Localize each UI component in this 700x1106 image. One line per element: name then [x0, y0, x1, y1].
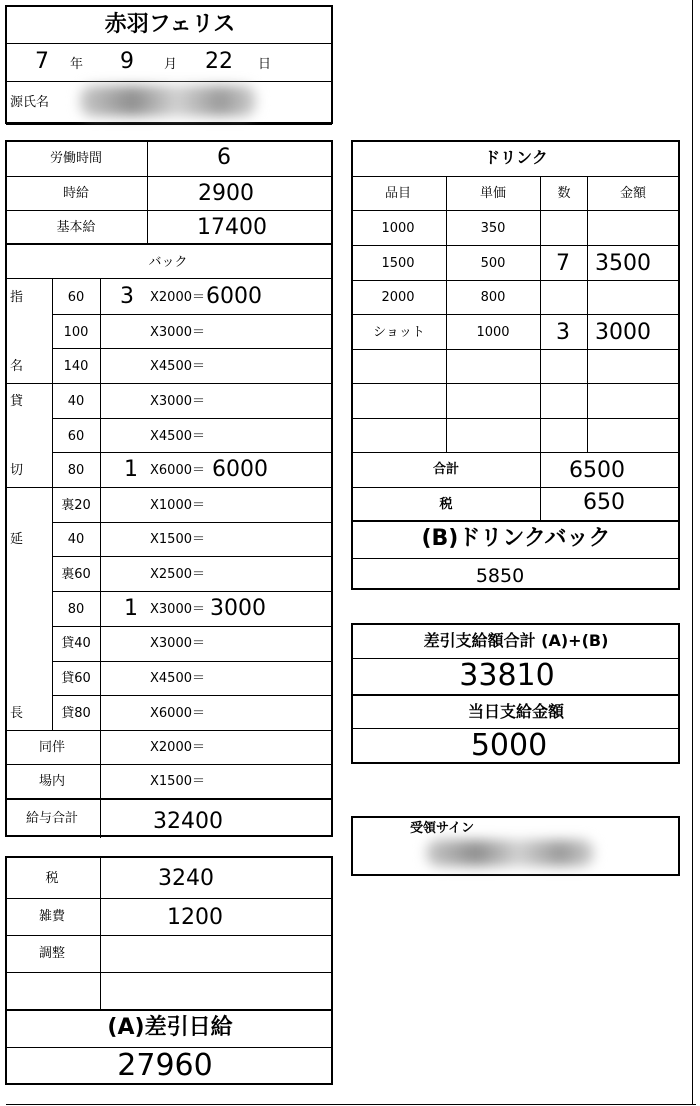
drink-title: ドリンク: [484, 148, 548, 167]
hours-value: 6: [217, 145, 231, 170]
drink-price: 800: [480, 290, 506, 305]
drink-table: [351, 140, 680, 590]
kashikiri-duration: 60: [67, 429, 85, 444]
misc-label: 雑費: [38, 909, 66, 924]
store-name: 赤羽フェリス: [104, 12, 236, 37]
jounai-rate: X1500＝: [150, 774, 205, 789]
net-total-value: 33810: [459, 658, 555, 693]
kashikiri-amount: 6000: [212, 457, 268, 482]
kashikiri-rate: X6000＝: [150, 463, 205, 478]
date-year: 7: [35, 49, 49, 74]
kashikiri-count: 1: [124, 457, 138, 482]
drink-item: ショット: [373, 325, 425, 340]
douhan-rate: X2000＝: [150, 740, 205, 755]
drink-qty: 3: [556, 320, 570, 345]
shimei-rate: X2000＝: [150, 290, 205, 305]
drink-back-value: 5850: [475, 565, 525, 587]
date-day: 22: [205, 49, 233, 74]
encho-label-bottom: 長: [10, 706, 24, 721]
drink-header-item: 品目: [384, 186, 412, 201]
drink-item: 1000: [381, 221, 415, 236]
encho-rate: X4500＝: [150, 671, 205, 686]
encho-duration: 裏60: [61, 567, 91, 582]
header-spacer-line: [6, 124, 332, 125]
drink-total-value: 6500: [569, 458, 625, 483]
hourly-value: 2900: [198, 181, 254, 206]
salary-total-value: 32400: [153, 809, 223, 834]
back-title: バック: [148, 255, 188, 270]
shimei-duration: 100: [63, 325, 89, 340]
drink-header-qty: 数: [557, 186, 571, 201]
shimei-label-bottom: 名: [10, 359, 24, 374]
encho-rate: X3000＝: [150, 636, 205, 651]
drink-tax-label: 税: [439, 497, 453, 512]
shimei-duration: 140: [63, 359, 89, 374]
drink-price: 500: [480, 256, 506, 271]
net-total-label: 差引支給額合計 (A)+(B): [423, 631, 609, 650]
encho-duration: 貸60: [61, 671, 91, 686]
shimei-duration: 60: [67, 290, 85, 305]
paid-today-value: 5000: [470, 728, 548, 763]
drink-item: 1500: [381, 256, 415, 271]
base-pay-value: 17400: [197, 215, 267, 240]
drink-price: 1000: [476, 325, 510, 340]
tax-label: 税: [45, 871, 59, 886]
drink-header-price: 単価: [479, 186, 507, 201]
drink-amount: 3500: [595, 251, 651, 276]
kashikiri-label-top: 貸: [10, 394, 24, 409]
encho-count: 1: [124, 596, 138, 621]
hours-label: 労働時間: [49, 151, 103, 166]
drink-item: 2000: [381, 290, 415, 305]
drink-header-amount: 金額: [619, 186, 647, 201]
shimei-label-top: 指: [10, 290, 24, 305]
drink-total-label: 合計: [432, 462, 460, 477]
page-bottom-border: [6, 1104, 696, 1105]
receipt-signature-redacted: [426, 840, 594, 866]
kashikiri-rate: X4500＝: [150, 429, 205, 444]
paid-today-label: 当日支給金額: [467, 702, 565, 721]
base-pay-label: 基本給: [56, 220, 96, 235]
date-day-unit: 日: [258, 57, 272, 72]
drink-qty: 7: [556, 251, 570, 276]
page-right-border: [692, 0, 693, 1104]
drink-amount: 3000: [595, 320, 651, 345]
date-year-unit: 年: [70, 57, 84, 72]
tax-value: 3240: [158, 866, 214, 891]
kashikiri-rate: X3000＝: [150, 394, 205, 409]
shimei-rate: X3000＝: [150, 325, 205, 340]
encho-amount: 3000: [210, 596, 266, 621]
encho-duration: 40: [67, 532, 85, 547]
drink-price: 350: [480, 221, 506, 236]
encho-rate: X3000＝: [150, 602, 205, 617]
a-label: (A)差引日給: [107, 1015, 233, 1040]
adjust-label: 調整: [38, 946, 66, 961]
drink-back-label: (B)ドリンクバック: [421, 526, 611, 551]
encho-label-top: 延: [10, 532, 24, 547]
date-month-unit: 月: [164, 57, 178, 72]
jounai-label: 場内: [38, 774, 66, 789]
drink-tax-value: 650: [583, 490, 625, 515]
shimei-amount: 6000: [206, 284, 262, 309]
kashikiri-duration: 80: [67, 463, 85, 478]
encho-duration: 裏20: [61, 498, 91, 513]
encho-rate: X6000＝: [150, 706, 205, 721]
date-month: 9: [120, 49, 134, 74]
encho-duration: 80: [67, 602, 85, 617]
encho-duration: 貸40: [61, 636, 91, 651]
a-value: 27960: [117, 1048, 213, 1083]
shimei-count: 3: [120, 284, 134, 309]
kashikiri-duration: 40: [67, 394, 85, 409]
douhan-label: 同伴: [38, 740, 66, 755]
salary-total-label: 給与合計: [25, 811, 79, 826]
kashikiri-label-bottom: 切: [10, 463, 24, 478]
hourly-label: 時給: [62, 186, 90, 201]
encho-rate: X1500＝: [150, 532, 205, 547]
encho-rate: X2500＝: [150, 567, 205, 582]
name-label: 源氏名: [10, 95, 50, 110]
misc-value: 1200: [167, 905, 223, 930]
receipt-sign-label: 受領サイン: [410, 821, 475, 836]
name-redacted: [80, 86, 256, 116]
encho-rate: X1000＝: [150, 498, 205, 513]
encho-duration: 貸80: [61, 706, 91, 721]
shimei-rate: X4500＝: [150, 359, 205, 374]
